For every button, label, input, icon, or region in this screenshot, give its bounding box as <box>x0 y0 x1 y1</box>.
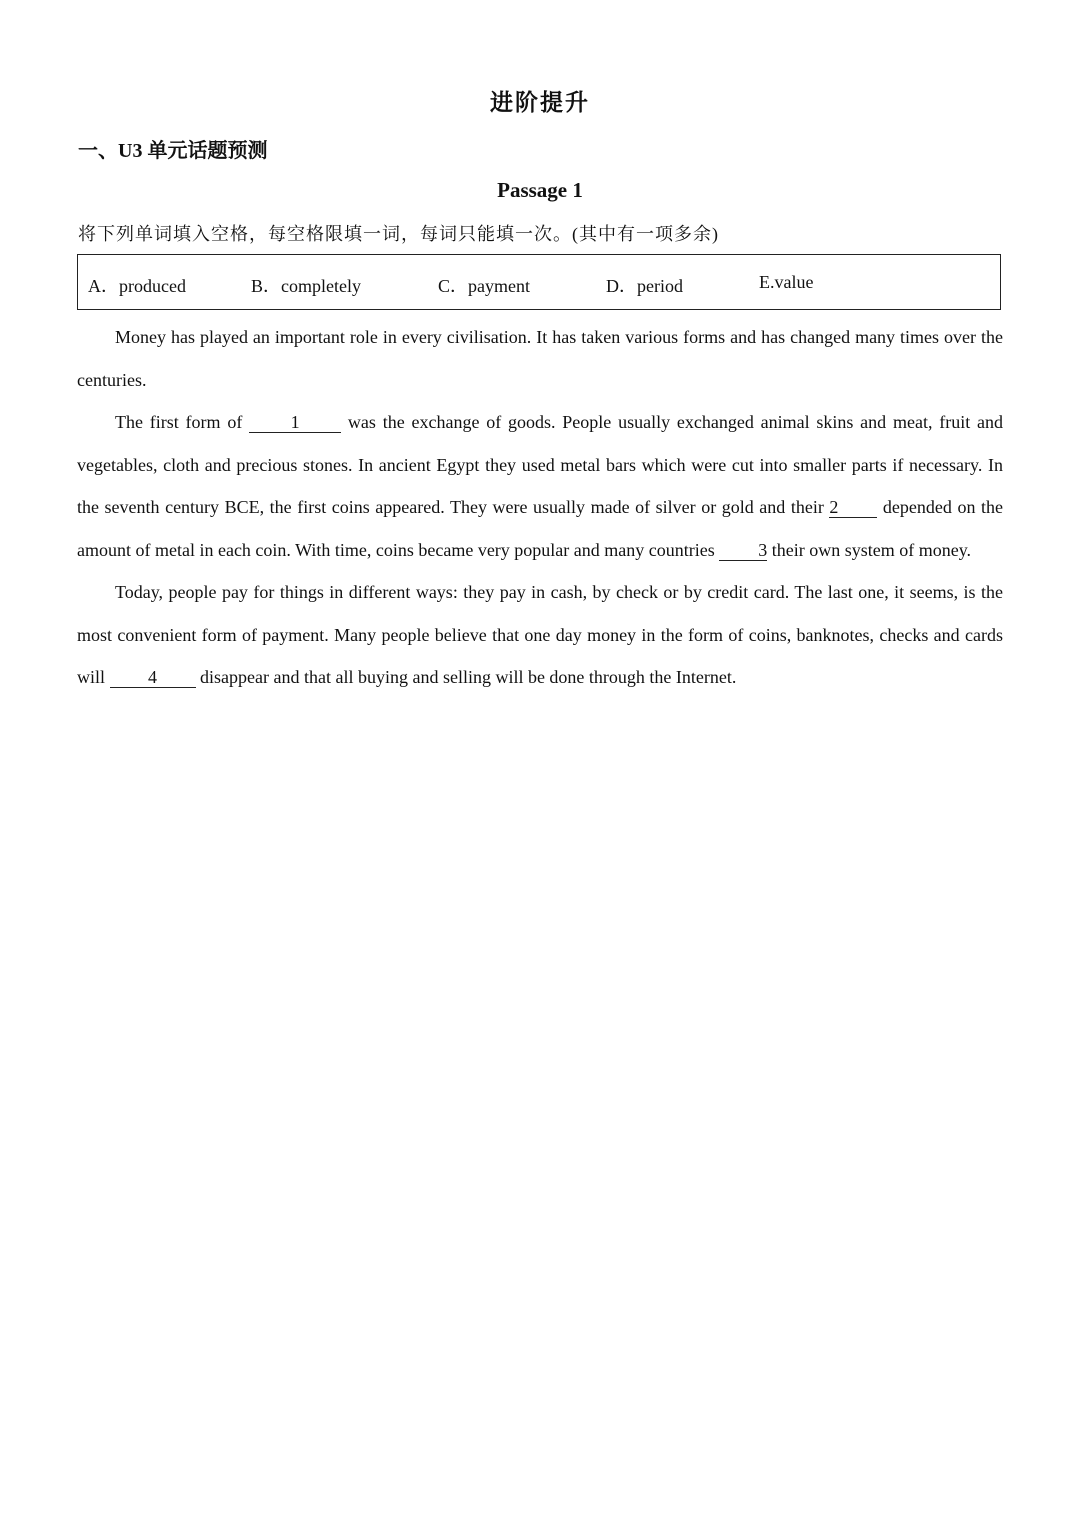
paragraph-1: Money has played an important role in every civilisation. It has taken various forms and has changed many times over the centuries. <box>77 327 1003 390</box>
word-option-a: A．produced <box>88 276 186 296</box>
paragraph-2-text-b: was the exchange of goods. People usually exchanged animal skins and meat, fruit and vegetables, cloth and precious stones. In ancient Egypt they used metal bars which were cut into smaller parts if necessary. In the seventh century BCE, the first coins appeared. They were usually made of silver or gold and their <box>77 412 1003 517</box>
paragraph-3-text-a: Today, people pay for things in different ways: they pay in cash, by check or by credit card. The last one, it seems, is the most convenient form of payment. Many people believe that one day money in the form of coins, banknotes, checks and cards will <box>77 582 1003 687</box>
instruction-text: 将下列单词填入空格，每空格限填一词，每词只能填一次。(其中有一项多余) <box>78 224 719 244</box>
paragraph-2 <box>77 401 1003 571</box>
word-option-b: B．completely <box>251 276 361 296</box>
word-option-e: E.value <box>759 272 814 292</box>
blank-2: 2 <box>829 497 877 518</box>
passage-body <box>77 316 1003 699</box>
word-bank-box <box>77 254 1001 310</box>
word-option-d: D．period <box>606 276 683 296</box>
passage-title: Passage 1 <box>497 178 583 202</box>
paragraph-3 <box>77 571 1003 699</box>
blank-1: 1 <box>249 412 341 433</box>
section-heading: 一、U3 单元话题预测 <box>78 140 268 162</box>
word-option-c: C．payment <box>438 276 530 296</box>
paragraph-2-text-a: The first form of <box>115 412 250 432</box>
page-title: 进阶提升 <box>490 90 590 115</box>
paragraph-2-text-c: depended on the amount of metal in each coin. With time, coins became very popular and many countries <box>77 497 1003 560</box>
blank-3: 3 <box>719 540 767 561</box>
blank-4: 4 <box>110 667 196 688</box>
paragraph-3-text-b: disappear and that all buying and selling will be done through the Internet. <box>195 667 737 687</box>
paragraph-2-text-d: their own system of money. <box>767 539 972 560</box>
